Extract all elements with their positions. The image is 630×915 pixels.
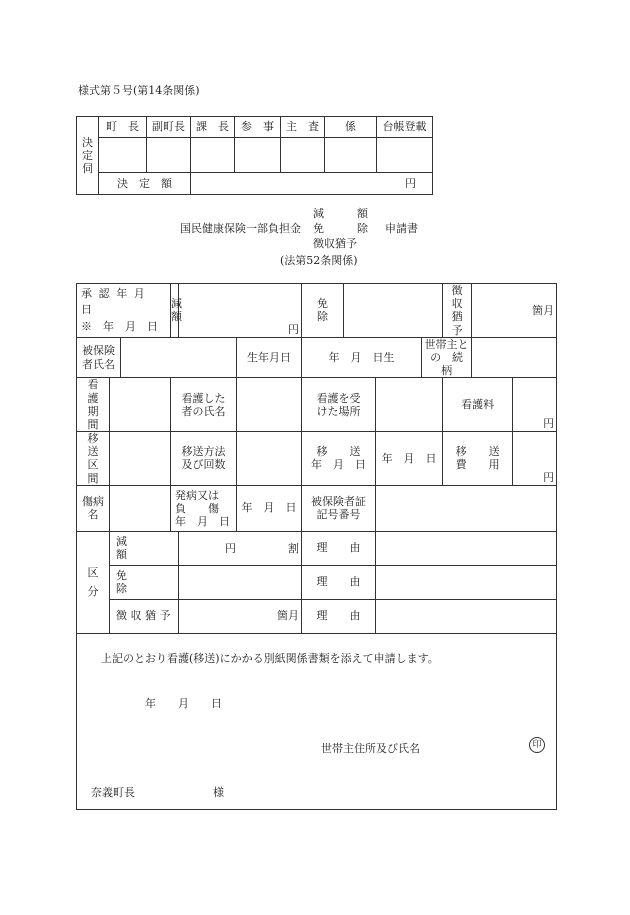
exemption-field[interactable] (344, 284, 443, 338)
transfer-date-label: 移 送 年 月 日 (302, 432, 376, 486)
decision-amount-field[interactable] (191, 173, 433, 195)
category-reduction-reason-label: 理 由 (302, 531, 376, 565)
nursed-by-label: 看護した 者の氏名 (171, 378, 237, 432)
stamp-cell-ledger-entry[interactable] (377, 138, 433, 173)
stamp-cell-councilor[interactable] (235, 138, 281, 173)
law-reference: (法第52条関係) (280, 254, 358, 267)
statement-text: 上記のとおり看護(移送)にかかる別紙関係書類を添えて申請します。 (101, 651, 439, 665)
stamp-cell-clerk[interactable] (325, 138, 377, 173)
category-deferral-reason-field[interactable] (376, 599, 557, 633)
document-title (180, 206, 440, 250)
decision-amount-label: 決 定 額 (99, 173, 191, 195)
category-reduction-rate: 割 (288, 541, 300, 555)
decision-unit: 円 (405, 176, 416, 190)
category-reduction-yen: 円 (225, 541, 237, 555)
form-number: 様式第５号(第14条関係) (78, 84, 200, 97)
header-chief-inspector: 主 査 (281, 117, 325, 138)
nursing-period-field[interactable] (110, 378, 171, 432)
onset-date-field[interactable]: 年 月 日 (237, 485, 302, 531)
header-deputy-mayor: 副町長 (147, 117, 191, 138)
title-option-deferral: 徴収猶予 (313, 237, 357, 250)
stamp-cell-deputy-mayor[interactable] (147, 138, 191, 173)
transfer-cost-field[interactable] (513, 432, 557, 486)
category-reduction-reason-field[interactable] (376, 531, 557, 565)
header-section-chief: 課 長 (191, 117, 235, 138)
disease-name-field[interactable] (110, 485, 171, 531)
transfer-date-field[interactable]: 年 月 日 (376, 432, 443, 486)
transfer-cost-yen: 円 (543, 471, 555, 485)
category-label: 区 分 (77, 531, 110, 633)
stamp-cell-mayor[interactable] (99, 138, 147, 173)
exemption-label: 免 除 (302, 284, 344, 338)
transfer-cost-label: 移 送 費 用 (443, 432, 513, 486)
nursing-fee-field[interactable] (513, 378, 557, 432)
title-option-exemption: 免 除 (313, 222, 368, 235)
approval-side-label: 決 定 伺 (77, 117, 99, 195)
approval-table (76, 116, 433, 195)
application-date-field[interactable]: 年 月 日 (145, 696, 222, 710)
category-deferral-months: 箇月 (277, 609, 300, 623)
birth-date-field[interactable]: 年 月 日生 (302, 337, 422, 378)
householder-relationship-label: 世帯主と の 続 柄 (422, 337, 472, 378)
insurance-cert-label: 被保険者証 記号番号 (302, 485, 376, 531)
signature-area (77, 633, 557, 809)
transfer-section-label: 移 送 区 間 (77, 432, 110, 486)
nursed-by-field[interactable] (237, 378, 302, 432)
nursing-period-label: 看 護 期 間 (77, 378, 110, 432)
header-mayor: 町 長 (99, 117, 147, 138)
category-deferral-label: 徴 収 猶 予 (110, 599, 179, 633)
category-exemption-reason-label: 理 由 (302, 565, 376, 599)
reduction-yen: 円 (288, 323, 300, 336)
onset-date-label: 発病又は 負 傷 年 月 日 (171, 485, 237, 531)
insurance-cert-field[interactable] (376, 485, 557, 531)
transfer-section-field[interactable] (110, 432, 171, 486)
birth-date-label: 生年月日 (237, 337, 302, 378)
title-suffix: 申請書 (385, 222, 418, 235)
reduction-amount-field[interactable] (179, 284, 302, 338)
title-option-reduction: 減 額 (313, 207, 368, 220)
transfer-method-label: 移送方法 及び回数 (171, 432, 237, 486)
addressee: 奈義町長 (91, 785, 135, 799)
deferral-months-field[interactable] (472, 284, 557, 338)
title-prefix: 国民健康保険一部負担金 (180, 222, 301, 235)
address-name-label: 世帯主住所及び氏名 (321, 741, 420, 755)
category-deferral-reason-label: 理 由 (302, 599, 376, 633)
category-reduction-field[interactable] (179, 531, 302, 565)
approval-date-label: 承認年月日 ※ 年 月 日 (77, 284, 171, 338)
nursing-fee-label: 看護料 (443, 378, 513, 432)
deferral-months-unit: 箇月 (532, 303, 555, 317)
deferral-label: 徴 収 猶 予 (443, 284, 472, 338)
stamp-cell-chief-inspector[interactable] (281, 138, 325, 173)
insured-name-label: 被保険 者氏名 (77, 337, 121, 378)
header-councilor: 参 事 (235, 117, 281, 138)
insured-name-field[interactable] (121, 337, 237, 378)
reduction-label: 減 額 (171, 284, 179, 338)
category-exemption-field[interactable] (179, 565, 302, 599)
application-form (76, 283, 557, 810)
seal-icon: 印 (529, 737, 545, 753)
category-reduction-label: 減 額 (110, 531, 179, 565)
householder-relationship-field[interactable] (472, 337, 557, 378)
category-exemption-reason-field[interactable] (376, 565, 557, 599)
title-options (313, 206, 368, 251)
disease-name-label: 傷病名 (77, 485, 110, 531)
nursing-place-label: 看護を受 けた場所 (302, 378, 376, 432)
nursing-place-field[interactable] (376, 378, 443, 432)
transfer-method-field[interactable] (237, 432, 302, 486)
category-exemption-label: 免 除 (110, 565, 179, 599)
nursing-fee-yen: 円 (543, 417, 555, 431)
stamp-cell-section-chief[interactable] (191, 138, 235, 173)
header-clerk: 係 (325, 117, 377, 138)
honorific: 様 (213, 785, 224, 799)
header-ledger-entry: 台帳登載 (377, 117, 433, 138)
category-deferral-field[interactable] (179, 599, 302, 633)
